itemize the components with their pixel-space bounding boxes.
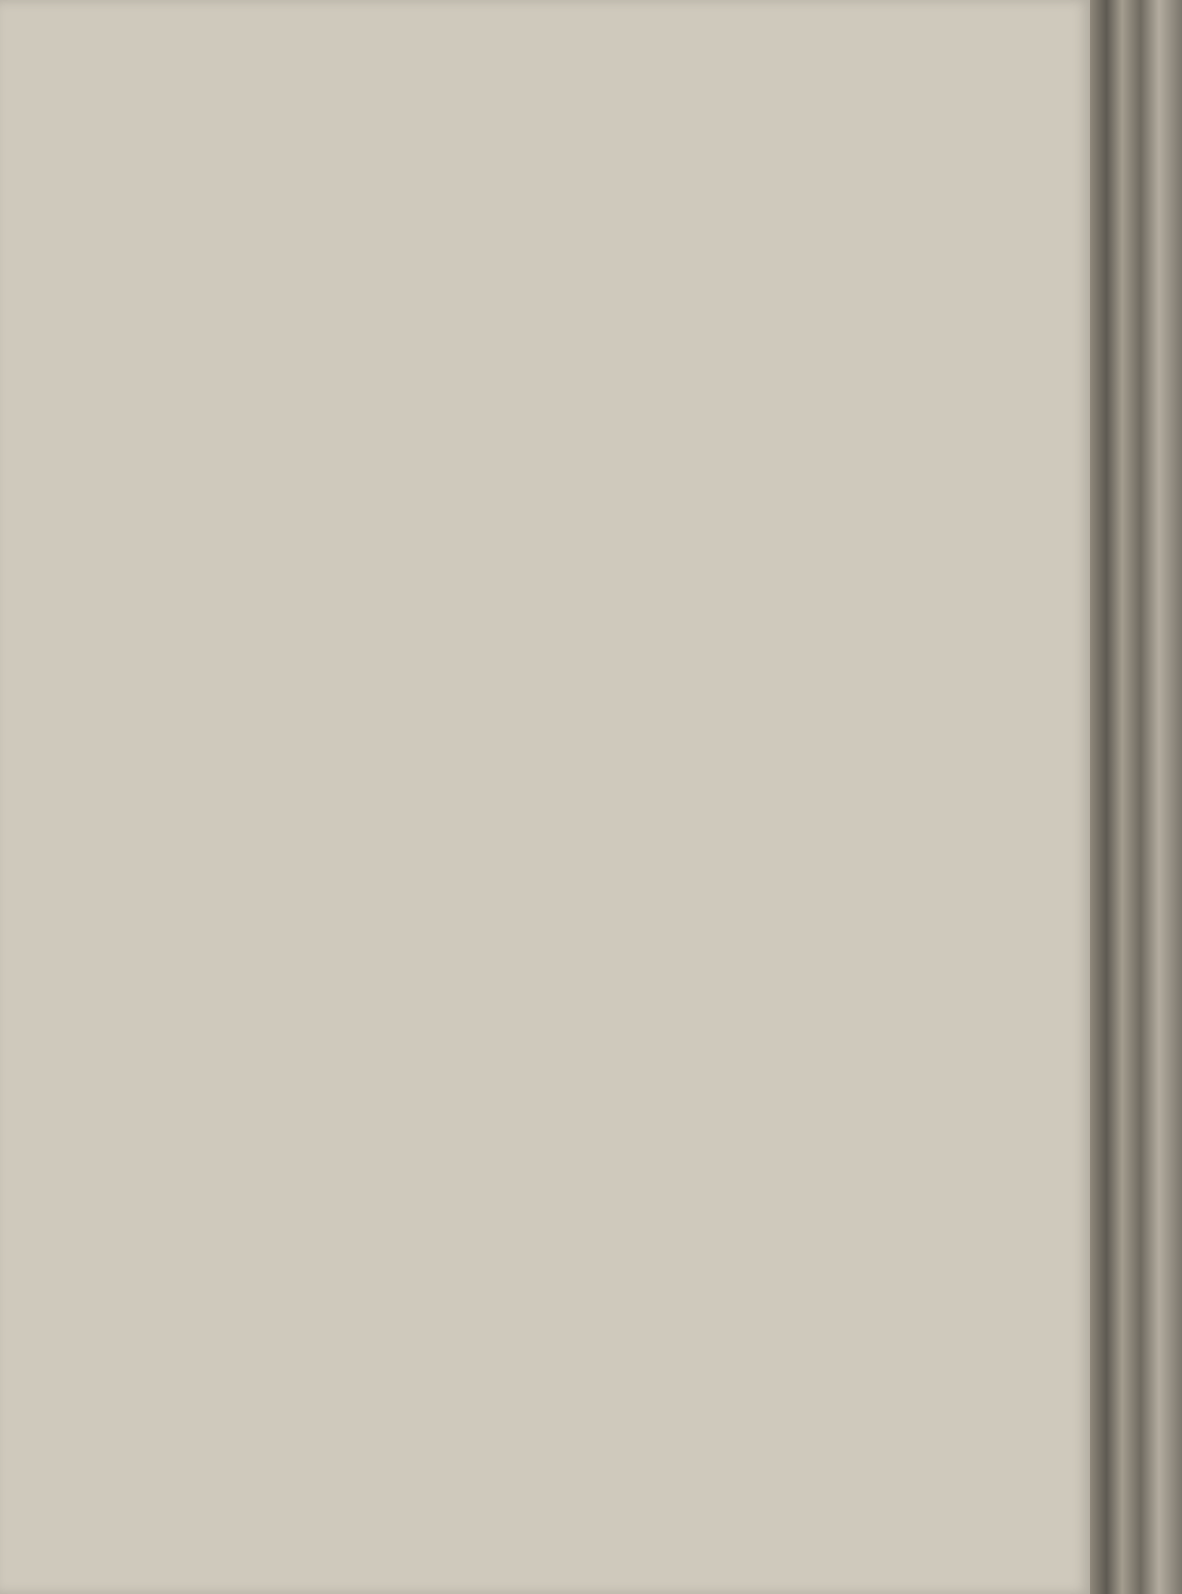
page-header: [110, 90, 955, 120]
book-spine: [1090, 0, 1182, 1594]
